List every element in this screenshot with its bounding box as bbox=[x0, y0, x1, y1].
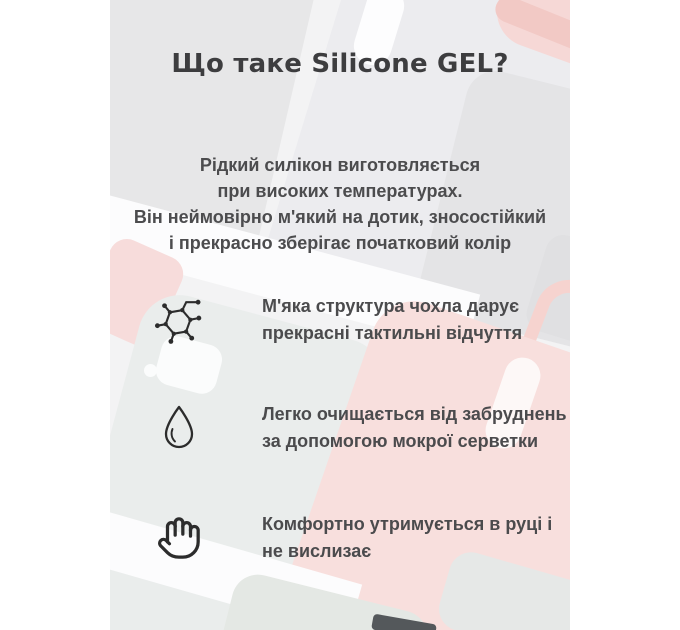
feature-line: М'яка структура чохла дарує bbox=[262, 296, 520, 316]
water-drop-icon bbox=[150, 402, 208, 454]
intro-line: Рідкий силікон виготовляється bbox=[199, 155, 481, 175]
intro-line: при високих температурах. bbox=[217, 181, 463, 201]
page-title bbox=[0, 48, 680, 81]
feature-line: Легко очищається від забруднень bbox=[262, 404, 567, 424]
feature-soft-structure bbox=[150, 293, 580, 347]
feature-text bbox=[262, 511, 552, 565]
title-line-1: Що таке bbox=[171, 49, 303, 79]
feature-comfortable-grip bbox=[150, 511, 580, 565]
molecule-icon bbox=[150, 293, 208, 347]
feature-text bbox=[262, 401, 567, 455]
feature-easy-cleaning bbox=[150, 401, 580, 455]
intro-line: і прекрасно зберігає початковий колір bbox=[168, 233, 512, 253]
intro-line: Він неймовірно м'який на дотик, зносостійкий bbox=[133, 207, 547, 227]
feature-line: за допомогою мокрої серветки bbox=[262, 431, 539, 451]
title-line-2: Silicone GEL? bbox=[311, 49, 509, 79]
intro-paragraph bbox=[0, 152, 680, 256]
feature-line: не вислизає bbox=[262, 541, 372, 561]
feature-text bbox=[262, 293, 522, 347]
feature-line: прекрасні тактильні відчуття bbox=[262, 323, 523, 343]
hand-icon bbox=[150, 513, 208, 563]
feature-line: Комфортно утримується в руці і bbox=[262, 514, 553, 534]
